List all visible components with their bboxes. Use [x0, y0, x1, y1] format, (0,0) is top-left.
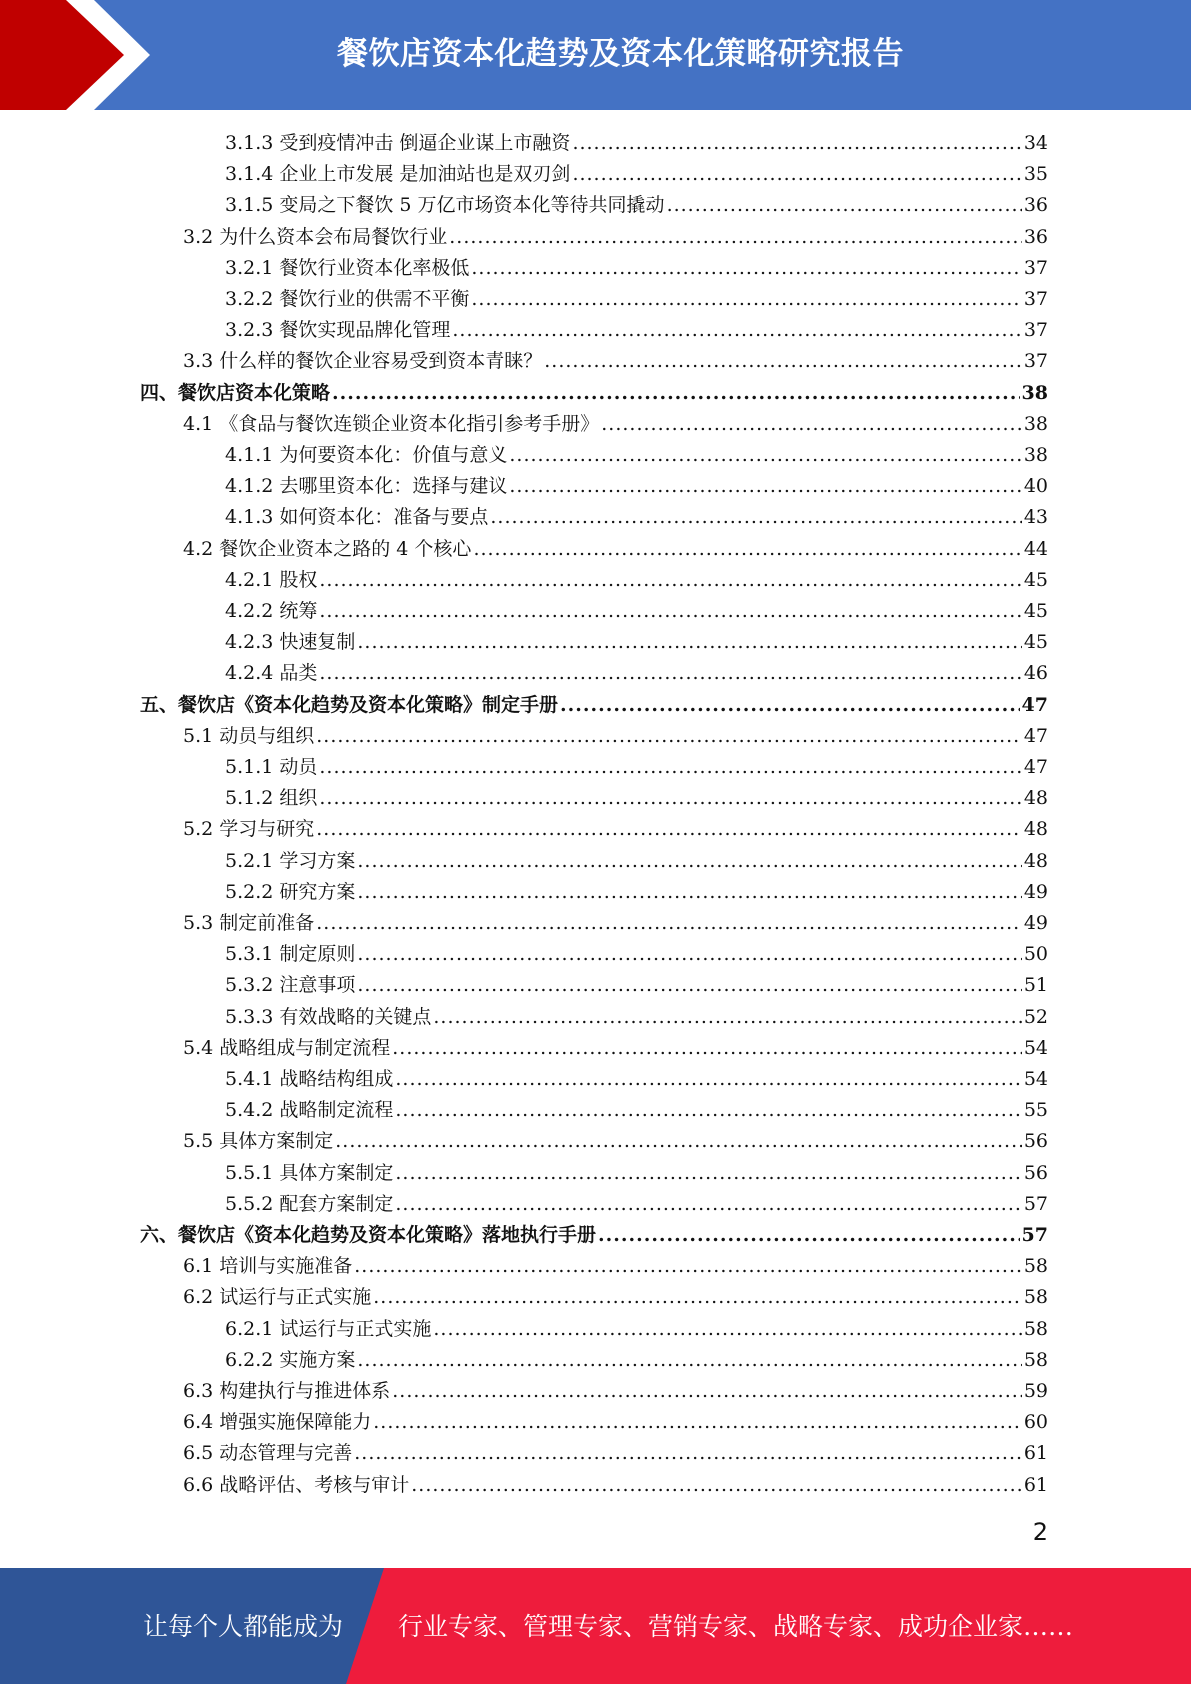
toc-entry-page: 48 — [1023, 849, 1048, 872]
toc-dot-leader — [433, 1002, 1021, 1033]
toc-dot-leader — [357, 970, 1021, 1001]
toc-entry-page: 38 — [1021, 381, 1048, 404]
toc-entry[interactable] — [225, 253, 1048, 284]
toc-entry[interactable] — [225, 627, 1048, 658]
toc-entry-title: 5.2.1 学习方案 — [225, 849, 356, 872]
toc-entry[interactable] — [183, 1470, 1048, 1501]
toc-entry-page: 58 — [1023, 1286, 1048, 1309]
toc-entry-title: 4.2 餐饮企业资本之路的 4 个核心 — [183, 537, 472, 560]
toc-entry-title: 5.1.1 动员 — [225, 756, 318, 778]
toc-entry[interactable] — [183, 1126, 1048, 1157]
toc-entry[interactable] — [183, 1407, 1048, 1438]
toc-dot-leader — [335, 1126, 1022, 1157]
toc-entry[interactable] — [183, 534, 1048, 565]
toc-entry[interactable] — [225, 846, 1048, 877]
toc-entry-page: 38 — [1023, 444, 1048, 466]
toc-dot-leader — [354, 1251, 1022, 1282]
toc-entry-title: 4.1.3 如何资本化：准备与要点 — [225, 506, 489, 529]
toc-entry-page: 48 — [1023, 818, 1048, 841]
toc-dot-leader — [357, 846, 1021, 877]
toc-entry-page: 55 — [1023, 1099, 1048, 1122]
toc-entry[interactable] — [183, 721, 1048, 752]
toc-dot-leader — [316, 721, 1022, 752]
chevron-decoration-icon — [0, 0, 160, 110]
toc-entry[interactable] — [225, 565, 1048, 596]
toc-entry-title: 4.1 《食品与餐饮连锁企业资本化指引参考手册》 — [183, 412, 600, 435]
toc-dot-leader — [598, 1220, 1020, 1251]
toc-entry[interactable] — [225, 1189, 1048, 1220]
toc-entry-page: 60 — [1023, 1411, 1048, 1434]
toc-dot-leader — [395, 1189, 1021, 1220]
toc-entry-page: 46 — [1023, 662, 1048, 685]
toc-entry-title: 6.1 培训与实施准备 — [183, 1255, 353, 1278]
toc-dot-leader — [509, 440, 1021, 471]
toc-entry-title: 5.5 具体方案制定 — [183, 1130, 334, 1153]
toc-entry-title: 6.2 试运行与正式实施 — [183, 1286, 372, 1309]
toc-entry-page: 49 — [1023, 912, 1048, 934]
footer-slogan: 让每个人都能成为 — [143, 1612, 344, 1641]
toc-entry-page: 40 — [1023, 475, 1048, 498]
toc-entry[interactable] — [183, 1438, 1048, 1469]
toc-entry-page: 37 — [1023, 256, 1048, 279]
toc-dot-leader — [319, 752, 1021, 783]
toc-entry-page: 47 — [1023, 724, 1048, 747]
toc-entry-title: 6.2.2 实施方案 — [225, 1348, 356, 1371]
toc-entry[interactable] — [225, 783, 1048, 814]
toc-entry-title: 3.1.3 受到疫情冲击 倒逼企业谋上市融资 — [225, 132, 571, 154]
toc-entry-page: 37 — [1023, 319, 1048, 342]
toc-entry[interactable] — [225, 315, 1048, 346]
page-number: 2 — [1032, 1518, 1048, 1546]
toc-entry[interactable] — [225, 939, 1048, 970]
toc-dot-leader — [319, 658, 1021, 689]
toc-entry[interactable] — [225, 1158, 1048, 1189]
toc-entry-title: 3.2.3 餐饮实现品牌化管理 — [225, 319, 451, 342]
toc-entry-title: 5.3.3 有效战略的关键点 — [225, 1005, 432, 1028]
toc-entry[interactable] — [225, 502, 1048, 533]
toc-entry-title: 5.3.1 制定原则 — [225, 943, 356, 966]
toc-entry-page: 37 — [1023, 350, 1048, 373]
toc-entry[interactable] — [183, 409, 1048, 440]
toc-entry-title: 5.3.2 注意事项 — [225, 974, 356, 997]
toc-dot-leader — [560, 690, 1020, 721]
toc-entry-title: 6.3 构建执行与推进体系 — [183, 1380, 391, 1402]
toc-dot-leader — [392, 1033, 1022, 1064]
toc-entry[interactable] — [225, 471, 1048, 502]
toc-entry[interactable] — [140, 690, 1048, 721]
toc-entry-title: 5.5.1 具体方案制定 — [225, 1161, 394, 1184]
toc-entry[interactable] — [225, 190, 1048, 221]
toc-dot-leader — [449, 222, 1022, 253]
toc-entry-page: 56 — [1023, 1130, 1048, 1153]
toc-dot-leader — [452, 315, 1021, 346]
toc-entry-page: 56 — [1023, 1161, 1048, 1184]
toc-entry-page: 36 — [1023, 194, 1048, 217]
toc-dot-leader — [357, 627, 1021, 658]
toc-entry[interactable] — [225, 284, 1048, 315]
toc-entry[interactable] — [225, 1002, 1048, 1033]
toc-dot-leader — [319, 596, 1021, 627]
toc-entry-page: 48 — [1023, 787, 1048, 810]
toc-dot-leader — [357, 1345, 1021, 1376]
toc-dot-leader — [319, 565, 1021, 596]
toc-dot-leader — [473, 534, 1021, 565]
toc-entry-page: 37 — [1023, 288, 1048, 310]
toc-dot-leader — [395, 1095, 1021, 1126]
toc-entry-title: 5.1.2 组织 — [225, 787, 318, 810]
toc-entry-title: 4.1.2 去哪里资本化：选择与建议 — [225, 475, 508, 498]
toc-entry[interactable] — [183, 222, 1048, 253]
toc-dot-leader — [544, 346, 1022, 377]
toc-entry[interactable] — [183, 1033, 1048, 1064]
toc-entry-page: 52 — [1023, 1005, 1048, 1028]
toc-entry-page: 45 — [1023, 568, 1048, 591]
toc-entry-title: 六、餐饮店《资本化趋势及资本化策略》落地执行手册 — [140, 1224, 597, 1246]
toc-entry-page: 51 — [1023, 974, 1048, 997]
toc-entry-page: 59 — [1023, 1380, 1048, 1402]
toc-entry-title: 4.2.4 品类 — [225, 662, 318, 685]
toc-entry[interactable] — [183, 814, 1048, 845]
toc-entry-title: 5.4 战略组成与制定流程 — [183, 1036, 391, 1059]
toc-dot-leader — [572, 159, 1021, 190]
toc-entry-page: 47 — [1023, 756, 1048, 778]
toc-dot-leader — [319, 783, 1021, 814]
toc-entry[interactable] — [225, 1314, 1048, 1345]
toc-entry-title: 五、餐饮店《资本化趋势及资本化策略》制定手册 — [140, 693, 559, 716]
toc-entry[interactable] — [225, 440, 1048, 471]
toc-entry-title: 5.2.2 研究方案 — [225, 880, 356, 903]
toc-entry[interactable] — [225, 128, 1048, 159]
toc-entry-page: 58 — [1023, 1317, 1048, 1340]
page-footer — [0, 1568, 1191, 1684]
toc-entry-page: 34 — [1023, 132, 1048, 154]
toc-entry-page: 50 — [1023, 943, 1048, 966]
toc-entry-page: 58 — [1023, 1255, 1048, 1278]
toc-entry[interactable] — [183, 346, 1048, 377]
toc-dot-leader — [316, 814, 1022, 845]
toc-dot-leader — [433, 1314, 1021, 1345]
toc-entry-title: 4.2.3 快速复制 — [225, 631, 356, 654]
toc-dot-leader — [601, 409, 1022, 440]
toc-entry[interactable] — [183, 1251, 1048, 1282]
toc-entry-page: 36 — [1023, 225, 1048, 248]
toc-entry[interactable] — [225, 159, 1048, 190]
toc-entry-title: 3.1.4 企业上市发展 是加油站也是双刃剑 — [225, 163, 571, 186]
toc-dot-leader — [411, 1470, 1022, 1501]
toc-entry[interactable] — [183, 1376, 1048, 1407]
toc-entry-page: 35 — [1023, 163, 1048, 186]
toc-entry-title: 3.2.2 餐饮行业的供需不平衡 — [225, 288, 470, 310]
page-header — [0, 0, 1191, 110]
toc-entry-page: 43 — [1023, 506, 1048, 529]
toc-dot-leader — [395, 1158, 1021, 1189]
toc-entry[interactable] — [225, 658, 1048, 689]
toc-dot-leader — [572, 128, 1021, 159]
toc-dot-leader — [316, 908, 1022, 939]
toc-entry-page: 45 — [1023, 631, 1048, 654]
toc-entry-page: 54 — [1023, 1036, 1048, 1059]
footer-roles: 行业专家、管理专家、营销专家、战略专家、成功企业家…… — [398, 1612, 1074, 1641]
toc-entry[interactable] — [140, 1220, 1048, 1251]
toc-dot-leader — [395, 1064, 1021, 1095]
report-title: 餐饮店资本化趋势及资本化策略研究报告 — [337, 36, 904, 72]
toc-dot-leader — [373, 1407, 1022, 1438]
toc-dot-leader — [332, 378, 1020, 409]
toc-entry[interactable] — [225, 970, 1048, 1001]
toc-entry-title: 3.2.1 餐饮行业资本化率极低 — [225, 256, 470, 279]
toc-entry-title: 4.1.1 为何要资本化：价值与意义 — [225, 444, 508, 466]
toc-entry-page: 49 — [1023, 880, 1048, 903]
toc-dot-leader — [471, 284, 1021, 315]
toc-entry[interactable] — [225, 752, 1048, 783]
toc-entry-page: 44 — [1023, 537, 1048, 560]
toc-entry[interactable] — [225, 1345, 1048, 1376]
toc-entry[interactable] — [225, 877, 1048, 908]
toc-dot-leader — [667, 190, 1022, 221]
toc-entry-title: 4.2.2 统筹 — [225, 600, 318, 622]
toc-entry-page: 61 — [1023, 1442, 1048, 1465]
toc-entry-page: 45 — [1023, 600, 1048, 622]
toc-dot-leader — [357, 939, 1021, 970]
toc-entry-page: 38 — [1023, 412, 1048, 435]
toc-dot-leader — [357, 877, 1021, 908]
toc-entry-page: 57 — [1023, 1192, 1048, 1215]
toc-entry-page: 54 — [1023, 1068, 1048, 1090]
toc-entry-title: 5.5.2 配套方案制定 — [225, 1192, 394, 1215]
toc-dot-leader — [509, 471, 1021, 502]
toc-entry[interactable] — [225, 1095, 1048, 1126]
toc-entry-title: 5.1 动员与组织 — [183, 724, 315, 747]
toc-dot-leader — [490, 502, 1021, 533]
toc-entry-title: 3.3 什么样的餐饮企业容易受到资本青睐？ — [183, 350, 543, 373]
toc-entry-title: 3.2 为什么资本会布局餐饮行业 — [183, 225, 448, 248]
toc-entry-title: 5.2 学习与研究 — [183, 818, 315, 841]
toc-entry-title: 3.1.5 变局之下餐饮 5 万亿市场资本化等待共同撬动 — [225, 194, 665, 217]
toc-entry-title: 5.4.2 战略制定流程 — [225, 1099, 394, 1122]
toc-entry-title: 6.2.1 试运行与正式实施 — [225, 1317, 432, 1340]
toc-entry-title: 6.4 增强实施保障能力 — [183, 1411, 372, 1434]
toc-entry-title: 6.5 动态管理与完善 — [183, 1442, 353, 1465]
toc-entry-title: 4.2.1 股权 — [225, 568, 318, 591]
toc-dot-leader — [392, 1376, 1022, 1407]
toc-entry-page: 57 — [1021, 1224, 1048, 1246]
toc-entry-title: 四、餐饮店资本化策略 — [140, 381, 331, 404]
toc-entry[interactable] — [183, 908, 1048, 939]
toc-entry[interactable] — [183, 1282, 1048, 1313]
toc-entry-page: 61 — [1023, 1473, 1048, 1496]
toc-entry-page: 58 — [1023, 1348, 1048, 1371]
toc-entry[interactable] — [225, 596, 1048, 627]
toc-entry[interactable] — [225, 1064, 1048, 1095]
toc-entry-title: 6.6 战略评估、考核与审计 — [183, 1473, 410, 1496]
toc-entry-page: 47 — [1021, 693, 1048, 716]
toc-entry-title: 5.4.1 战略结构组成 — [225, 1068, 394, 1090]
toc-entry-title: 5.3 制定前准备 — [183, 912, 315, 934]
toc-entry[interactable] — [140, 378, 1048, 409]
toc-dot-leader — [373, 1282, 1022, 1313]
toc-dot-leader — [471, 253, 1021, 284]
toc-dot-leader — [354, 1438, 1022, 1469]
